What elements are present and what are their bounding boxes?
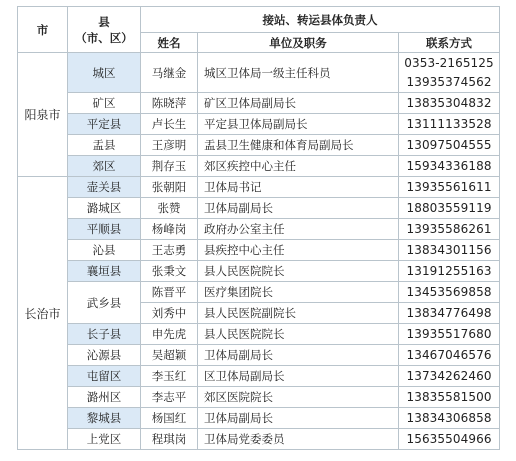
- table-row: [18, 156, 500, 177]
- unit-cell: 郊区疾控中心主任: [198, 156, 399, 177]
- name-cell: 杨峰岗: [141, 219, 198, 240]
- phone-line: 13935374562: [406, 74, 492, 89]
- table-row: [18, 93, 500, 114]
- header-city: 市: [18, 7, 68, 53]
- county-cell: 潞城区: [68, 198, 141, 219]
- table-row: [18, 177, 500, 198]
- header-group: 接站、转运县体负责人: [141, 7, 500, 33]
- unit-cell: 矿区卫体局副局长: [198, 93, 399, 114]
- header-county-line1: 县: [98, 14, 110, 29]
- name-cell: 刘秀中: [141, 303, 198, 324]
- county-cell: 矿区: [68, 93, 141, 114]
- table-row: [18, 240, 500, 261]
- unit-cell: 政府办公室主任: [198, 219, 399, 240]
- unit-cell: 县人民医院副院长: [198, 303, 399, 324]
- header-contact: 联系方式: [399, 33, 500, 53]
- county-cell: 黎城县: [68, 408, 141, 429]
- phone-cell: [399, 53, 500, 93]
- unit-cell: 县疾控中心主任: [198, 240, 399, 261]
- unit-cell: 县人民医院院长: [198, 324, 399, 345]
- table-row: [18, 261, 500, 282]
- phone-cell: 13935561611: [399, 177, 500, 198]
- name-cell: 马继金: [141, 53, 198, 93]
- unit-cell: 郊区医院院长: [198, 387, 399, 408]
- name-cell: 张秉文: [141, 261, 198, 282]
- name-cell: 陈晋平: [141, 282, 198, 303]
- phone-cell: 13834776498: [399, 303, 500, 324]
- county-cell: 沁县: [68, 240, 141, 261]
- county-cell: 潞州区: [68, 387, 141, 408]
- name-cell: 荆存玉: [141, 156, 198, 177]
- phone-cell: 18803559119: [399, 198, 500, 219]
- county-cell: 上党区: [68, 429, 141, 450]
- phone-cell: 13467046576: [399, 345, 500, 366]
- contact-table: [17, 6, 500, 450]
- unit-cell: 县人民医院院长: [198, 261, 399, 282]
- table-row: [18, 135, 500, 156]
- county-cell: 平顺县: [68, 219, 141, 240]
- unit-cell: 区卫体局副局长: [198, 366, 399, 387]
- phone-cell: 13835304832: [399, 93, 500, 114]
- table-row: [18, 219, 500, 240]
- county-cell: 平定县: [68, 114, 141, 135]
- table-row: [18, 324, 500, 345]
- table-row: [18, 387, 500, 408]
- name-cell: 卢长生: [141, 114, 198, 135]
- table-row: [18, 282, 500, 303]
- unit-cell: 卫体局书记: [198, 177, 399, 198]
- table-row: [18, 408, 500, 429]
- name-cell: 程琪岗: [141, 429, 198, 450]
- city-cell: 阳泉市: [18, 53, 68, 177]
- table-row: [18, 198, 500, 219]
- county-cell: 襄垣县: [68, 261, 141, 282]
- phone-cell: 13935517680: [399, 324, 500, 345]
- unit-cell: 城区卫体局一级主任科员: [198, 53, 399, 93]
- table-row: [18, 53, 500, 93]
- phone-cell: 15934336188: [399, 156, 500, 177]
- county-cell: 长子县: [68, 324, 141, 345]
- header-county-line2: （市、区）: [75, 30, 133, 45]
- name-cell: 陈晓萍: [141, 93, 198, 114]
- phone-cell: 13834301156: [399, 240, 500, 261]
- name-cell: 张朝阳: [141, 177, 198, 198]
- unit-cell: 医疗集团院长: [198, 282, 399, 303]
- county-cell: 沁源县: [68, 345, 141, 366]
- name-cell: 李玉红: [141, 366, 198, 387]
- name-cell: 申先虎: [141, 324, 198, 345]
- table-row: [18, 114, 500, 135]
- phone-cell: 13935586261: [399, 219, 500, 240]
- phone-cell: 13453569858: [399, 282, 500, 303]
- county-cell: 盂县: [68, 135, 141, 156]
- county-cell: 壶关县: [68, 177, 141, 198]
- header-name: 姓名: [141, 33, 198, 53]
- phone-cell: 13097504555: [399, 135, 500, 156]
- name-cell: 王彦明: [141, 135, 198, 156]
- name-cell: 李志平: [141, 387, 198, 408]
- unit-cell: 卫体局党委委员: [198, 429, 399, 450]
- phone-cell: 15635504966: [399, 429, 500, 450]
- phone-cell: 13734262460: [399, 366, 500, 387]
- unit-cell: 盂县卫生健康和体育局副局长: [198, 135, 399, 156]
- phone-cell: 13835581500: [399, 387, 500, 408]
- phone-cell: 13834306858: [399, 408, 500, 429]
- unit-cell: 卫体局副局长: [198, 408, 399, 429]
- header-unit: 单位及职务: [198, 33, 399, 53]
- table-row: [18, 366, 500, 387]
- header-county: [68, 7, 141, 53]
- county-cell: 武乡县: [68, 282, 141, 324]
- unit-cell: 平定县卫体局副局长: [198, 114, 399, 135]
- phone-line: 0353-2165125: [404, 55, 494, 70]
- city-cell: 长治市: [18, 177, 68, 450]
- table-row: [18, 429, 500, 450]
- table-row: [18, 345, 500, 366]
- county-cell: 屯留区: [68, 366, 141, 387]
- county-cell: 郊区: [68, 156, 141, 177]
- name-cell: 杨国红: [141, 408, 198, 429]
- county-cell: 城区: [68, 53, 141, 93]
- name-cell: 吴超颖: [141, 345, 198, 366]
- name-cell: 王志勇: [141, 240, 198, 261]
- phone-cell: 13191255163: [399, 261, 500, 282]
- phone-cell: 13111133528: [399, 114, 500, 135]
- unit-cell: 卫体局副局长: [198, 345, 399, 366]
- name-cell: 张赞: [141, 198, 198, 219]
- unit-cell: 卫体局副局长: [198, 198, 399, 219]
